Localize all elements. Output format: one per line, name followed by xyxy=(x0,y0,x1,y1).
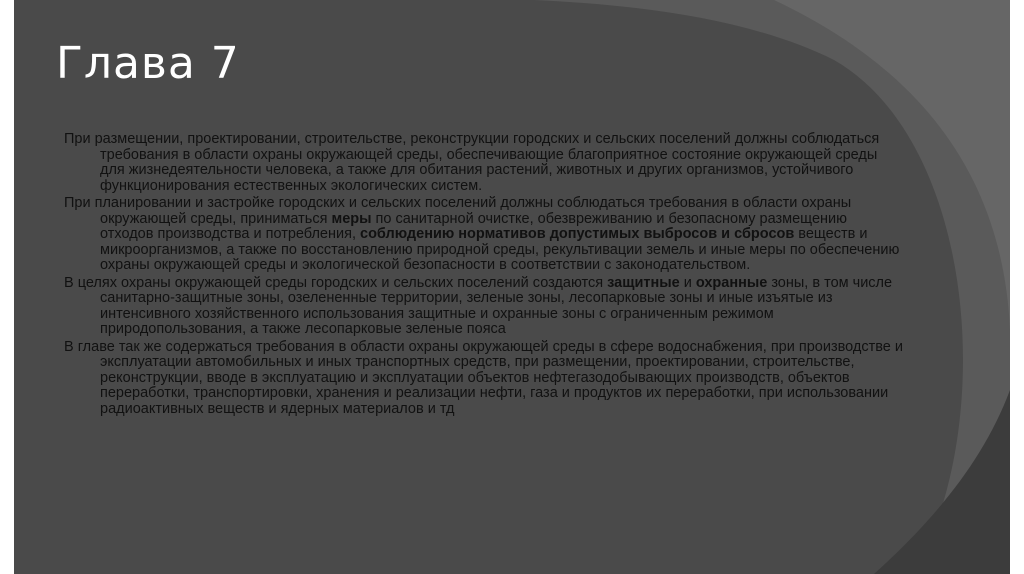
slide-body xyxy=(64,132,904,419)
slide xyxy=(14,0,1010,574)
text-run: зоны, в том числе санитарно-защитные зоны, озелененные территории, зеленые зоны, лесопарковые зоны и иные изъятые из интенсивного хозяйственного использования защитные и охранные зоны с ограниченным режимом природопользования, а также лесопарковые зеленые пояса xyxy=(100,274,893,337)
paragraph xyxy=(64,196,904,274)
bold-text: соблюдению нормативов допустимых выбросов и сбросов xyxy=(360,226,795,242)
text-run: по санитарной очистке, обезвреживанию и безопасному размещению отходов производства и потребления, xyxy=(100,210,847,242)
bold-text: меры xyxy=(331,210,372,227)
text-run: При размещении, проектировании, строительстве, реконструкции городских и сельских поселений должны соблюдаться требования в области охраны окружающей среды, обеспечивающие благоприятное состояние окружающей среды для жизнедеятельности человека, а также для обитания растений, животных и других организмов, устойчивого функционирования естественных экологических систем. xyxy=(64,131,880,194)
paragraph xyxy=(64,276,904,338)
bold-text: защитные xyxy=(607,274,680,291)
bold-text: охранные xyxy=(695,274,768,291)
paragraph xyxy=(64,340,904,418)
text-run: и xyxy=(679,274,696,291)
text-run: веществ и микроорганизмов, а также по восстановлению природной среды, рекультивации земель и иные меры по обеспечению охраны окружающей среды и экологической безопасности в соответствии с законодательством. xyxy=(100,226,900,273)
slide-title: Глава 7 xyxy=(56,38,240,89)
paragraph xyxy=(64,132,904,194)
text-run: В главе так же содержаться требования в области охраны окружающей среды в сфере водоснабжения, при производстве и эксплуатации автомобильных и иных транспортных средств, при размещении, проектировании, строительстве, реконструкции, вводе в эксплуатацию и эксплуатации объектов нефтегазодобывающих производств, объектов переработки, транспортировки, хранения и реализации нефти, газа и продуктов их переработки, при использовании радиоактивных веществ и ядерных материалов и тд xyxy=(64,338,903,417)
text-run: При планировании и застройке городских и сельских поселений должны соблюдаться требования в области охраны окружающей среды, приниматься xyxy=(64,195,852,227)
text-run: В целях охраны окружающей среды городских и сельских поселений создаются xyxy=(64,274,608,291)
